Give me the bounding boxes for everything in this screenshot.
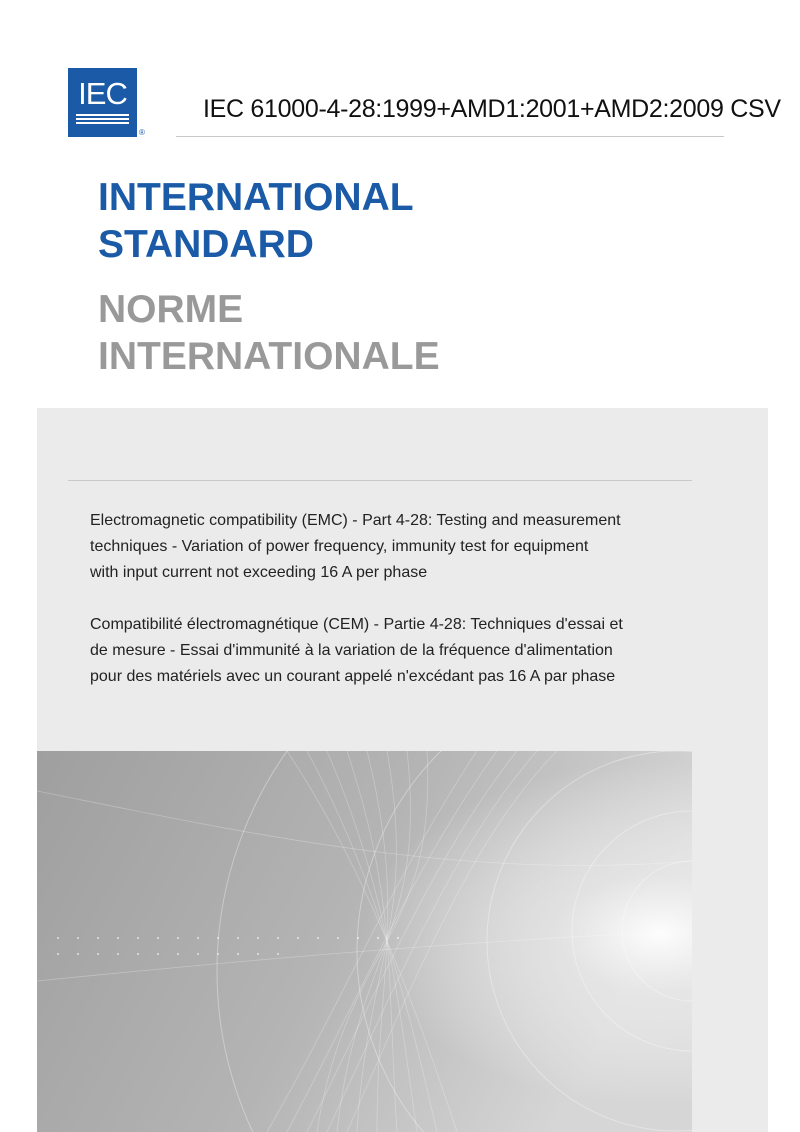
description-french-line-3: pour des matériels avec un courant appelé n'excédant pas 16 A par phase: [90, 668, 616, 685]
abstract-wave-graphic: [37, 751, 692, 1132]
description-french-line-2: de mesure - Essai d'immunité à la variation de la fréquence d'alimentation: [90, 642, 613, 659]
description-french-line-1: Compatibilité électromagnétique (CEM) - Partie 4-28: Techniques d'essai et: [90, 616, 623, 633]
description-english-line-3: with input current not exceeding 16 A per phase: [90, 564, 428, 581]
description-french: [90, 612, 690, 690]
title-english: [98, 174, 414, 268]
artwork-glow: [37, 751, 692, 1132]
document-reference: IEC 61000-4-28:1999+AMD1:2001+AMD2:2009 CSV: [203, 95, 781, 123]
title-english-line-2: STANDARD: [98, 223, 314, 266]
description-english: [90, 508, 690, 586]
title-french-line-2: INTERNATIONALE: [98, 335, 440, 378]
logo-bars: [76, 114, 129, 126]
registered-mark: ®: [139, 128, 145, 137]
title-french-line-1: NORME: [98, 288, 244, 331]
logo-text: IEC: [78, 76, 127, 111]
title-english-line-1: INTERNATIONAL: [98, 176, 414, 219]
description-english-line-2: techniques - Variation of power frequency, immunity test for equipment: [90, 538, 589, 555]
cover-artwork: [37, 751, 692, 1132]
title-french: [98, 286, 440, 380]
description-english-line-1: Electromagnetic compatibility (EMC) - Part 4-28: Testing and measurement: [90, 512, 621, 529]
iec-logo: [68, 68, 145, 137]
header-divider: [176, 136, 724, 137]
panel-divider: [68, 480, 692, 481]
